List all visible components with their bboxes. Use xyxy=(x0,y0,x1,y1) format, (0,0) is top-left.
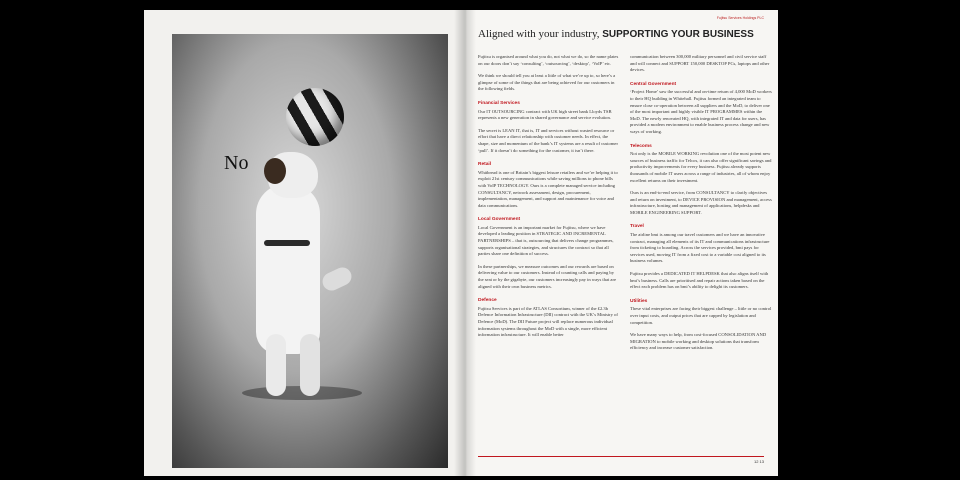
dog-leg xyxy=(266,334,286,396)
paragraph: We think we should tell you at least a little of what we’re up to, so here’s a glimpse of some of the things that are being achieved for our customers in the following fields. xyxy=(478,73,616,92)
paragraph: In these partnerships, we measure outcomes and our rewards are based on delivering value to our customers. Instead of counting calls and paying by the seat or by the gigabyte, our customers increasingly pay in ways that are aligned with their own business metrics. xyxy=(478,263,617,289)
section-heading: Retail xyxy=(478,162,492,168)
dog-paw xyxy=(320,265,355,294)
paragraph: We have many ways to help, from cost-focused CONSOLIDATION AND MIGRATION to mobile working and desktop solutions that transform efficiency and increase customer satisfaction. xyxy=(630,332,767,351)
section-heading: Defence xyxy=(478,298,497,304)
section-heading: Utilities xyxy=(630,298,648,304)
section-heading: Local Government xyxy=(478,217,521,223)
paragraph: Ours is an end-to-end service, from CONSULTANCY to clarify objectives and return on investment, to DEVICE PROVISION and management, access infrastructure, hosting and management of applications, helpdesks and MOBILE ENGINEERING SUPPORT. xyxy=(630,190,772,215)
brochure-spread xyxy=(144,10,778,476)
dog-leg xyxy=(300,334,320,396)
section-heading: Telecoms xyxy=(630,143,652,149)
right-page xyxy=(464,10,778,476)
paragraph: Fujitsu Services is part of the ATLAS Consortium, winner of the £2.3b Defence Information Infrastructure (DII) contract with the UK’s Ministry of Defence (MoD). The DII Future project will replace numerous individual information systems throughout the MoD with a single, more efficient information infrastructure. It will enable better xyxy=(478,305,618,338)
paragraph: Fujitsu provides a DEDICATED IT HELPDESK that also aligns itself with bmi’s business. Calls are prioritised and repair actions taken based on the effect each problem has on bmi’s ability to delight its customers. xyxy=(630,271,769,290)
dog-ear xyxy=(264,158,286,184)
title-lead: Aligned with your industry, xyxy=(478,28,600,40)
paragraph: Our IT OUTSOURCING contract with UK high street bank Lloyds TSB represents a new generation in shared governance and service evolution. xyxy=(478,108,612,121)
photo-overlay-text: No xyxy=(224,152,249,174)
ball-icon xyxy=(286,88,344,146)
page-numbers: 12 13 xyxy=(753,459,764,464)
paragraph: ‘Project Home’ saw the successful and on-time return of 4,000 MoD workers to their HQ building in Whitehall. Fujitsu formed an integrated team to ensure close co-operation between all suppliers and the MoD, to deliver one of the most important and highly visible IT PROGRAMMES within the MoD. The newly renovated HQ, with integrated IT and data for users, has provided a modern environment to enable business process change and new ways of working. xyxy=(630,89,772,134)
left-page xyxy=(144,10,464,476)
section-heading: Financial Services xyxy=(478,100,520,106)
paragraph: Whitbread is one of Britain’s biggest leisure retailers and we’re helping it to exploit 21st century communications while saving millions to phone bills with VoIP TECHNOLOGY. Ours is a complete managed service including CONSULTANCY, network assessment, design, procurement, implementation, management, and support and maintenance for voice and data communications. xyxy=(478,169,618,208)
section-heading: Central Government xyxy=(630,81,677,87)
text-column-left xyxy=(478,54,620,345)
spine-gutter xyxy=(454,10,476,476)
title-strong: SUPPORTING YOUR BUSINESS xyxy=(602,29,754,40)
text-column-right xyxy=(630,54,772,358)
dog-collar xyxy=(264,240,310,246)
dog-ball-photo xyxy=(172,34,448,468)
running-header: Fujitsu Services Holdings PLC xyxy=(716,16,764,20)
paragraph: The secret is LEAN IT, that is, IT and services without wasted resource or effort that have a direct relationship with customer needs. In effect, the shape, size and momentum of the bank’s IT systems are a result of customer ‘pull’. If it doesn’t do something for the customer, it isn’t there. xyxy=(478,127,618,153)
paragraph: These vital enterprises are facing their biggest challenge – little or no control over input costs, and output prices that are capped by legislation and competition. xyxy=(630,306,772,325)
dog-body xyxy=(256,184,320,354)
page-title xyxy=(478,28,754,40)
paragraph: Not only is the MOBILE WORKING revolution one of the most potent new sources of business traffic for Telcos, it can also offer significant savings and productivity improvements for every business. Fujitsu already supports thousands of mobile IT users across a range of industries, all of whom enjoy excellent returns on their investment. xyxy=(630,151,772,183)
paragraph: The airline bmi is among our travel customers and we have an innovative contract, managing all elements of its IT and communications infrastructure from ticketing to boarding. Across the services provided, bmi pays for services used, moving IT from a fixed cost to a variable cost aligned to its business volumes. xyxy=(630,232,770,264)
footer-rule xyxy=(478,456,764,457)
paragraph: communication between 300,000 military personnel and civil service staff and will connect and SUPPORT 150,000 DESKTOP PCs, laptops and other devices. xyxy=(630,54,770,73)
paragraph: Local Government is an important market for Fujitsu, where we have developed a leading position in STRATEGIC AND INCREMENTAL PARTNERSHIPS – that is, outsourcing that delivers change programmes, supports organisational strategies, and structures the contract so that all parties share one definition of success. xyxy=(478,224,614,257)
section-heading: Travel xyxy=(630,224,644,230)
paragraph: Fujitsu is organised around what you do, not what we do, so the name plates on our doors don’t say ‘consulting’, ‘outsourcing’, ‘desktop’, ‘VoIP’ etc. xyxy=(478,54,619,66)
